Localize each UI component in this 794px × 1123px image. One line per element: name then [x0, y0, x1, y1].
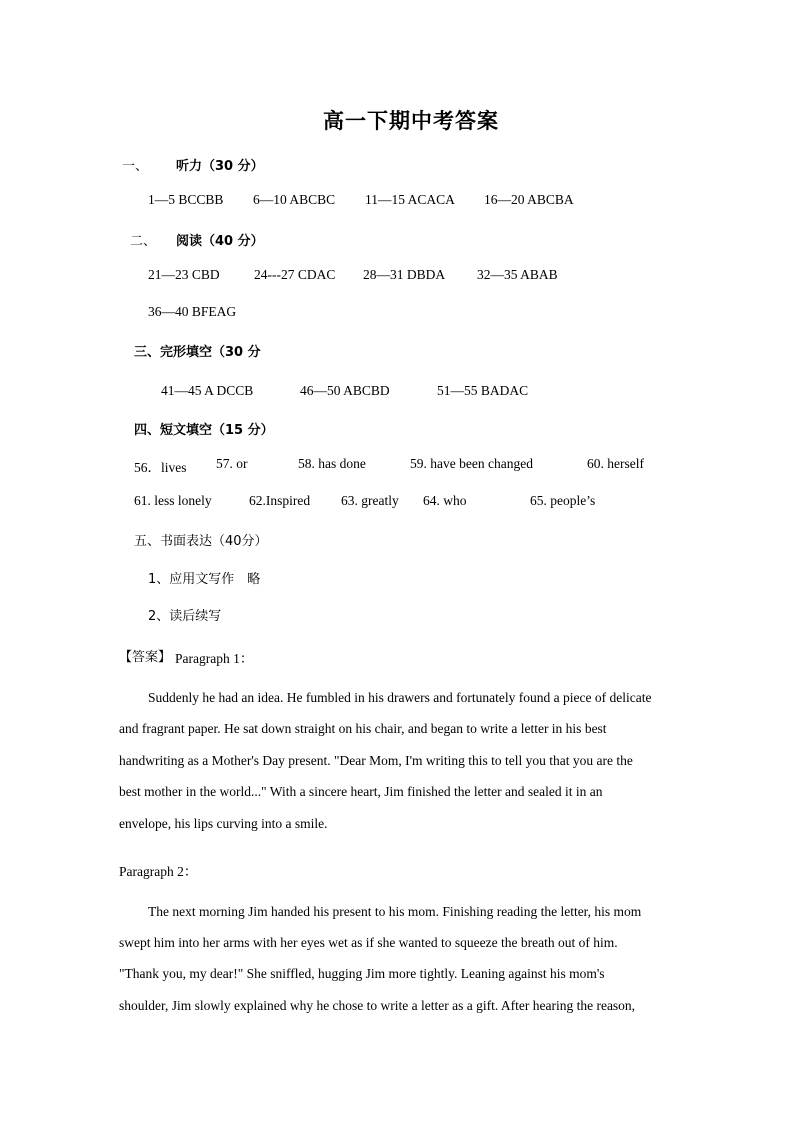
- paragraph-1-line: handwriting as a Mother's Day present. "Dear Mom, I'm writing this to tell you that you are the: [119, 753, 633, 768]
- answer-item: 61. less lonely: [134, 493, 212, 508]
- section-5-heading: 五、书面表达（40分）: [134, 534, 268, 549]
- section-4-heading: 四、短文填空（15 分）: [134, 423, 274, 438]
- paragraph-2-line: shoulder, Jim slowly explained why he chose to write a letter as a gift. After hearing the reason,: [119, 998, 636, 1013]
- section-5-item-2: 2、读后续写: [148, 609, 222, 624]
- paragraph-2-line: "Thank you, my dear!" She sniffled, hugging Jim more tightly. Leaning against his mom's: [119, 966, 605, 981]
- answer-item: 59. have been changed: [410, 456, 533, 471]
- answer-item: 56．lives: [134, 460, 187, 475]
- section-1-heading: 听力（30 分）: [176, 159, 264, 174]
- answer-item: 60. herself: [587, 456, 644, 471]
- answer-item: 58. has done: [298, 456, 366, 471]
- answer-item: 64. who: [423, 493, 467, 508]
- paragraph-2-line: The next morning Jim handed his present to his mom. Finishing reading the letter, his mom: [148, 904, 642, 919]
- page-title: 高一下期中考答案: [323, 109, 499, 133]
- answer-item: 11—15 ACACA: [365, 192, 455, 207]
- answer-item: 41—45 A DCCB: [161, 383, 254, 398]
- paragraph-2-line: swept him into her arms with her eyes wet as if she wanted to squeeze the breath out of him.: [119, 935, 618, 950]
- answer-tag: 【答案】: [119, 650, 172, 665]
- answer-item: 32—35 ABAB: [477, 267, 558, 282]
- answer-item: 46—50 ABCBD: [300, 383, 390, 398]
- answer-item: 62.Inspired: [249, 493, 311, 508]
- answer-item: 57. or: [216, 456, 248, 471]
- paragraph-1-label: Paragraph 1：: [175, 651, 254, 666]
- answer-item: 51—55 BADAC: [437, 383, 529, 398]
- paragraph-2-label: Paragraph 2：: [119, 864, 198, 879]
- section-3-heading: 三、完形填空（30 分: [134, 345, 261, 360]
- paragraph-1-line: Suddenly he had an idea. He fumbled in his drawers and fortunately found a piece of delicate: [148, 690, 652, 705]
- section-2-heading: 阅读（40 分）: [176, 234, 264, 249]
- answer-item: 1—5 BCCBB: [148, 192, 224, 207]
- paragraph-1-line: envelope, his lips curving into a smile.: [119, 816, 328, 831]
- section-2-number: 二、: [130, 234, 157, 249]
- answer-item: 28—31 DBDA: [363, 267, 446, 282]
- answer-item: 36—40 BFEAG: [148, 304, 237, 319]
- paragraph-1-line: and fragrant paper. He sat down straight on his chair, and began to write a letter in his best: [119, 721, 607, 736]
- answer-item: 21—23 CBD: [148, 267, 220, 282]
- answer-item: 65. people’s: [530, 493, 596, 508]
- section-1-number: 一、: [122, 159, 149, 174]
- answer-item: 63. greatly: [341, 493, 399, 508]
- answer-item: 6—10 ABCBC: [253, 192, 336, 207]
- answer-item: 16—20 ABCBA: [484, 192, 574, 207]
- paragraph-1-line: best mother in the world..." With a sincere heart, Jim finished the letter and sealed it in an: [119, 784, 603, 799]
- answer-item: 24---27 CDAC: [254, 267, 336, 282]
- section-5-item-1: 1、应用文写作 略: [148, 572, 261, 587]
